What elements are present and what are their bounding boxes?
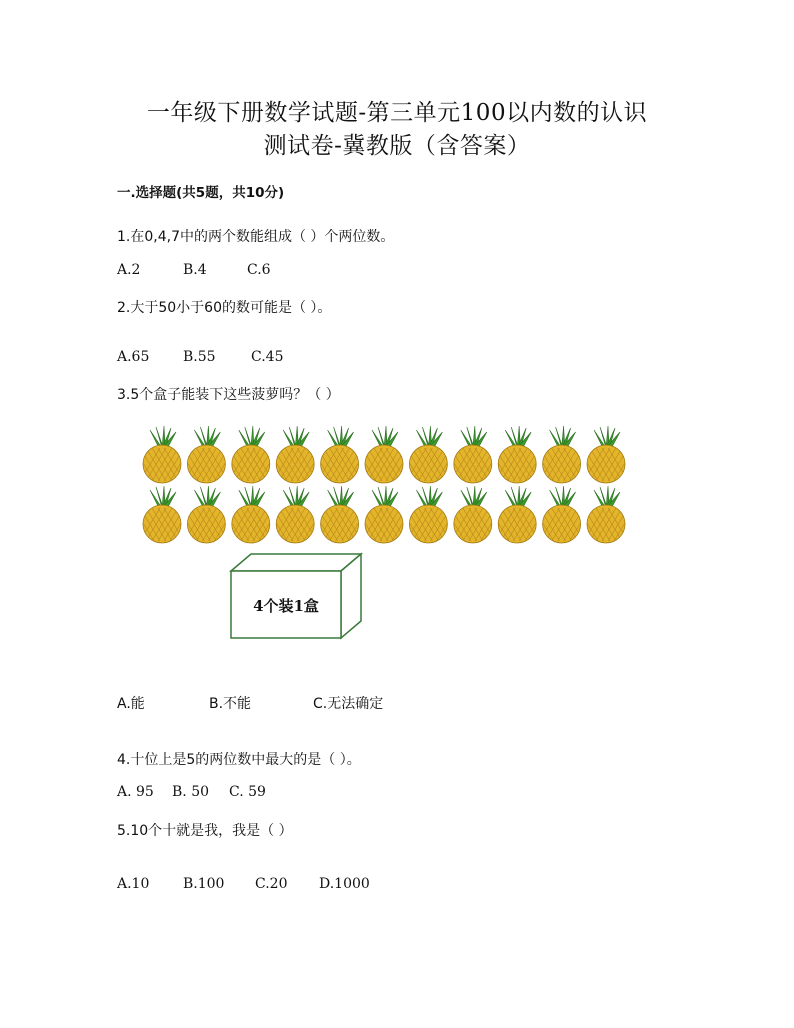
pineapple-icon: [217, 426, 285, 483]
question-2-option-a: A.65: [117, 349, 150, 365]
question-3-option-a: A.能: [117, 696, 145, 712]
page-title-line-2: 测试卷-冀教版（含答案）: [263, 133, 531, 159]
pineapple-grid-image: [140, 426, 630, 546]
pineapple-icon: [394, 486, 462, 543]
box-image: [228, 551, 364, 641]
question-5-option-b: B.100: [183, 876, 225, 892]
pineapple-icon: [394, 426, 462, 483]
pineapple-icon: [306, 486, 374, 543]
pineapple-icon: [217, 486, 285, 543]
pineapple-icon: [439, 426, 507, 483]
question-5-option-a: A.10: [117, 876, 150, 892]
pineapple-icon: [439, 486, 507, 543]
pineapple-icon: [140, 486, 196, 543]
pineapple-icon: [261, 486, 329, 543]
question-5-text: 5.10个十就是我，我是（ ）: [117, 823, 293, 839]
question-4-option-a: A. 95: [117, 784, 154, 800]
question-3-text: 3.5个盒子能装下这些菠萝吗？（ ）: [117, 387, 340, 403]
question-1-option-a: A.2: [117, 262, 141, 278]
pineapple-icon: [306, 426, 374, 483]
pineapple-icon: [483, 486, 551, 543]
question-4-option-b: B. 50: [172, 784, 210, 800]
pineapple-icon: [483, 426, 551, 483]
pineapple-icon: [528, 486, 596, 543]
pineapple-icon: [572, 486, 630, 543]
question-4-option-c: C. 59: [229, 784, 266, 800]
question-1-text: 1.在0,4,7中的两个数能组成（ ）个两位数。: [117, 229, 395, 245]
pineapple-icon: [140, 426, 196, 483]
pineapple-icon: [572, 426, 630, 483]
page-title-line-1: 一年级下册数学试题-第三单元100以内数的认识: [146, 100, 648, 126]
section-heading: 一.选择题(共5题，共10分): [117, 185, 285, 201]
question-2-option-b: B.55: [183, 349, 216, 365]
question-3-option-c: C.无法确定: [313, 696, 384, 712]
question-4-text: 4.十位上是5的两位数中最大的是（ ）。: [117, 752, 361, 768]
question-1-option-b: B.4: [183, 262, 207, 278]
question-1-option-c: C.6: [247, 262, 271, 278]
question-2-text: 2.大于50小于60的数可能是（ ）。: [117, 300, 332, 316]
pineapple-icon: [172, 486, 240, 543]
pineapple-icon: [172, 426, 240, 483]
pineapple-icon: [261, 426, 329, 483]
question-5-option-c: C.20: [255, 876, 288, 892]
pineapple-icon: [350, 426, 418, 483]
question-2-option-c: C.45: [251, 349, 284, 365]
box-label: 4个装1盒: [253, 597, 319, 615]
pineapple-icon: [350, 486, 418, 543]
question-5-option-d: D.1000: [319, 876, 370, 892]
pineapple-icon: [528, 426, 596, 483]
question-3-option-b: B.不能: [209, 696, 252, 712]
